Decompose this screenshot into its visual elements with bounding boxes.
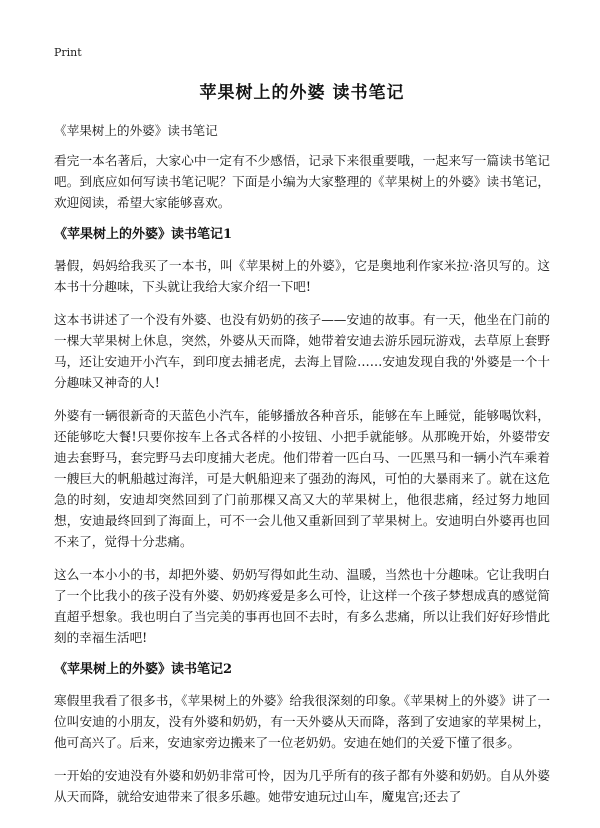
paragraph: 寒假里我看了很多书，《苹果树上的外婆》给我很深刻的印象。《苹果树上的外婆》讲了一位叫安迪的小朋友，没有外婆和奶奶，有一天外婆从天而降，落到了安迪家的苹果树上，他可高兴了。后来，安迪家旁边搬来了一位老奶奶。安迪在她们的关爱下懂了很多。 [54,693,550,750]
paragraph: 一开始的安迪没有外婆和奶奶非常可怜，因为几乎所有的孩子都有外婆和奶奶。自从外婆从天而降，就给安迪带来了很多乐趣。她带安迪玩过山车，魔鬼宫;还去了 [54,768,550,804]
section-heading-1: 《苹果树上的外婆》读书笔记1 [54,227,233,242]
section-heading-2: 《苹果树上的外婆》读书笔记2 [54,662,233,677]
print-link[interactable]: Print [54,46,82,59]
paragraph: 外婆有一辆很新奇的天蓝色小汽车，能够播放各种音乐，能够在车上睡觉，能够喝饮料，还能够吃大餐!只要你按车上各式各样的小按钮、小把手就能够。从那晚开始，外婆带安迪去套野马，套完野马去印度捕大老虎。他们带着一匹白马、一匹黑马和一辆小汽车乘着一艘巨大的帆船越过海洋，可是大帆船迎来了强劲的海风，可怕的大暴雨来了。就在这危急的时刻，安迪却突然回到了门前那棵又高又大的苹果树上，他很悲痛，经过努力地回想，安迪最终回到了海面上，可不一会儿他又重新回到了苹果树上。安迪明白外婆再也回不来了，觉得十分悲痛。 [54,408,550,549]
intro-paragraph: 看完一本名著后，大家心中一定有不少感悟，记录下来很重要哦，一起来写一篇读书笔记吧。到底应如何写读书笔记呢？下面是小编为大家整理的《苹果树上的外婆》读书笔记，欢迎阅读，希望大家能够喜欢。 [54,153,550,210]
paragraph: 暑假，妈妈给我买了一本书，叫《苹果树上的外婆》，它是奥地利作家米拉·洛贝写的。这本书十分趣味，下头就让我给大家介绍一下吧! [54,258,550,294]
paragraph: 这本书讲述了一个没有外婆、也没有奶奶的孩子——安迪的故事。有一天，他坐在门前的一棵大苹果树上休息，突然，外婆从天而降，她带着安迪去游乐园玩游戏，去草原上套野马，还让安迪开小汽车，到印度去捕老虎，去海上冒险……安迪发现自我的'外婆是一个十分趣味又神奇的人! [54,312,550,390]
article-subtitle: 《苹果树上的外婆》读书笔记 [54,123,218,138]
paragraph: 这么一本小小的书，却把外婆、奶奶写得如此生动、温暖，当然也十分趣味。它让我明白了一个比我小的孩子没有外婆、奶奶疼爱是多么可怜，让这样一个孩子梦想成真的感觉简直超乎想象。我也明白了当完美的事再也回不去时，有多么悲痛，所以让我们好好珍惜此刻的幸福生活吧! [54,567,550,645]
article-body [54,120,550,819]
page-title: 苹果树上的外婆 读书笔记 [199,83,405,103]
